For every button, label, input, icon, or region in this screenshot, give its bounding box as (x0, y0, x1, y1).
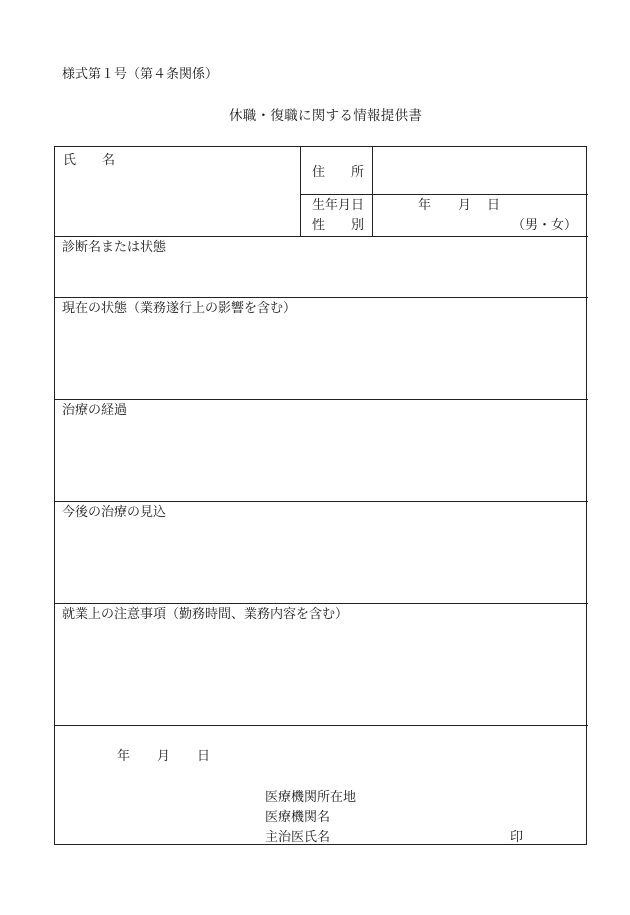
name-label: 氏 名 (63, 153, 116, 168)
divider (55, 297, 588, 298)
divider (55, 236, 588, 237)
dob-day-label: 日 (487, 198, 501, 213)
institution-address-label: 医療機関所在地 (265, 790, 357, 805)
document-title: 休職・復職に関する情報提供書 (229, 108, 423, 124)
institution-address-field[interactable] (375, 787, 575, 805)
name-field[interactable] (56, 169, 299, 235)
sex-options[interactable]: （男・女） (512, 218, 578, 233)
divider (55, 399, 588, 400)
treatment-course-label: 治療の経過 (62, 403, 128, 418)
institution-name-label: 医療機関名 (265, 810, 331, 825)
diagnosis-label: 診断名または状態 (62, 240, 167, 255)
future-treatment-label: 今後の治療の見込 (62, 505, 167, 520)
divider (300, 194, 588, 195)
divider (55, 501, 588, 502)
diagnosis-field[interactable] (56, 257, 587, 295)
current-state-field[interactable] (56, 319, 587, 397)
sign-date-month-label: 月 (157, 749, 171, 764)
dob-label: 生年月日 (312, 198, 365, 213)
address-field[interactable] (373, 148, 587, 193)
work-notes-label: 就業上の注意事項（勤務時間、業務内容を含む） (62, 607, 349, 622)
doctor-name-field[interactable] (375, 827, 505, 845)
sign-date-year-label: 年 (117, 749, 131, 764)
form-sheet (54, 146, 587, 845)
divider (55, 603, 588, 604)
treatment-course-field[interactable] (56, 421, 587, 499)
work-notes-field[interactable] (56, 625, 587, 723)
doctor-name-label: 主治医氏名 (265, 830, 331, 845)
seal-label: 印 (510, 830, 524, 845)
sign-date-day-label: 日 (197, 749, 211, 764)
form-number: 様式第１号（第４条関係） (62, 67, 219, 82)
dob-month-label: 月 (458, 198, 472, 213)
dob-year-label: 年 (418, 198, 432, 213)
future-treatment-field[interactable] (56, 523, 587, 601)
sex-label: 性 別 (312, 218, 365, 233)
divider (55, 725, 588, 726)
sign-date-field[interactable] (95, 743, 225, 767)
institution-name-field[interactable] (375, 807, 575, 825)
divider (300, 147, 301, 236)
address-label: 住 所 (312, 165, 365, 180)
current-state-label: 現在の状態（業務遂行上の影響を含む） (62, 301, 297, 316)
